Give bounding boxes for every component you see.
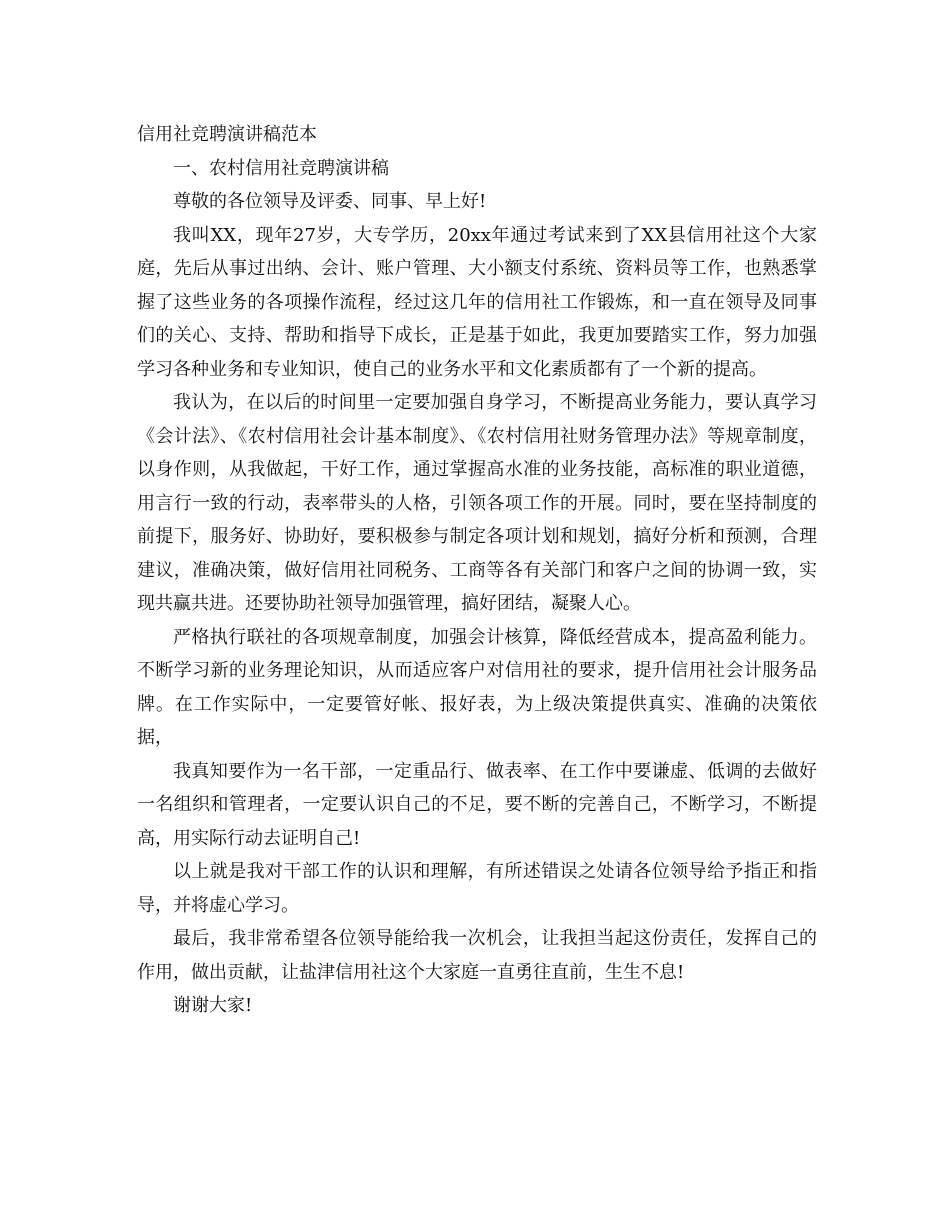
closing-paragraph: 谢谢大家! xyxy=(173,995,253,1016)
body-paragraph: 我真知要作为一名干部，一定重品行、做表率、在工作中要谦虚、低调的去做好一名组织和管理者，一定要认识自己的不足，要不断的完善自己，不断学习，不断提高，用实际行动去证明自己! xyxy=(137,760,817,849)
body-paragraph: 我认为，在以后的时间里一定要加强自身学习，不断提高业务能力，要认真学习《会计法》、《农村信用社会计基本制度》、《农村信用社财务管理办法》等规章制度，以身作则，从我做起，干好工作，通过掌握高水准的业务技能，高标准的职业道德， 用言行一致的行动，表率带头的人格，引领各项工作的开展。同时，要在坚持制度的前提下，服务好、协助好，要积极参与制定各项计划和规划，搞好分析和预测，合理建议，准确决策，做好信用社同税务、工商等各有关部门和客户之间的协调一致，实现共赢共进。还要协助社领导加强管理，搞好团结，凝聚人心。 xyxy=(137,392,817,614)
body-paragraph: 最后，我非常希望各位领导能给我一次机会，让我担当起这份责任，发挥自己的作用，做出贡献，让盐津信用社这个大家庭一直勇往直前，生生不息! xyxy=(137,928,817,983)
body-paragraph: 严格执行联社的各项规章制度，加强会计核算，降低经营成本，提高盈利能力。不断学习新的业务理论知识，从而适应客户对信用社的要求，提升信用社会计服务品牌。在工作实际中，一定要管好帐、报好表，为上级决策提供真实、准确的决策依据， xyxy=(137,626,817,748)
greeting-paragraph: 尊敬的各位领导及评委、同事、早上好! xyxy=(173,191,487,212)
body-paragraph: 以上就是我对干部工作的认识和理解，有所述错误之处请各位领导给予指正和指导，并将虚心学习。 xyxy=(137,861,817,916)
body-paragraph: 我叫XX，现年27岁，大专学历，20xx年通过考试来到了XX县信用社这个大家庭，先后从事过出纳、会计、账户管理、大小额支付系统、资料员等工作，也熟悉掌握了这些业务的各项操作流程，经过这几年的信用社工作锻炼，和一直在领导及同事们的关心、支持、帮助和指导下成长，正是基于如此，我更加要踏实工作，努力加强学习各种业务和专业知识，使自己的业务水平和文化素质都有了一个新的提高。 xyxy=(137,224,817,380)
document-body xyxy=(137,118,817,1023)
document-title: 信用社竞聘演讲稿范本 xyxy=(137,124,317,145)
section-heading: 一、农村信用社竞聘演讲稿 xyxy=(173,157,389,179)
